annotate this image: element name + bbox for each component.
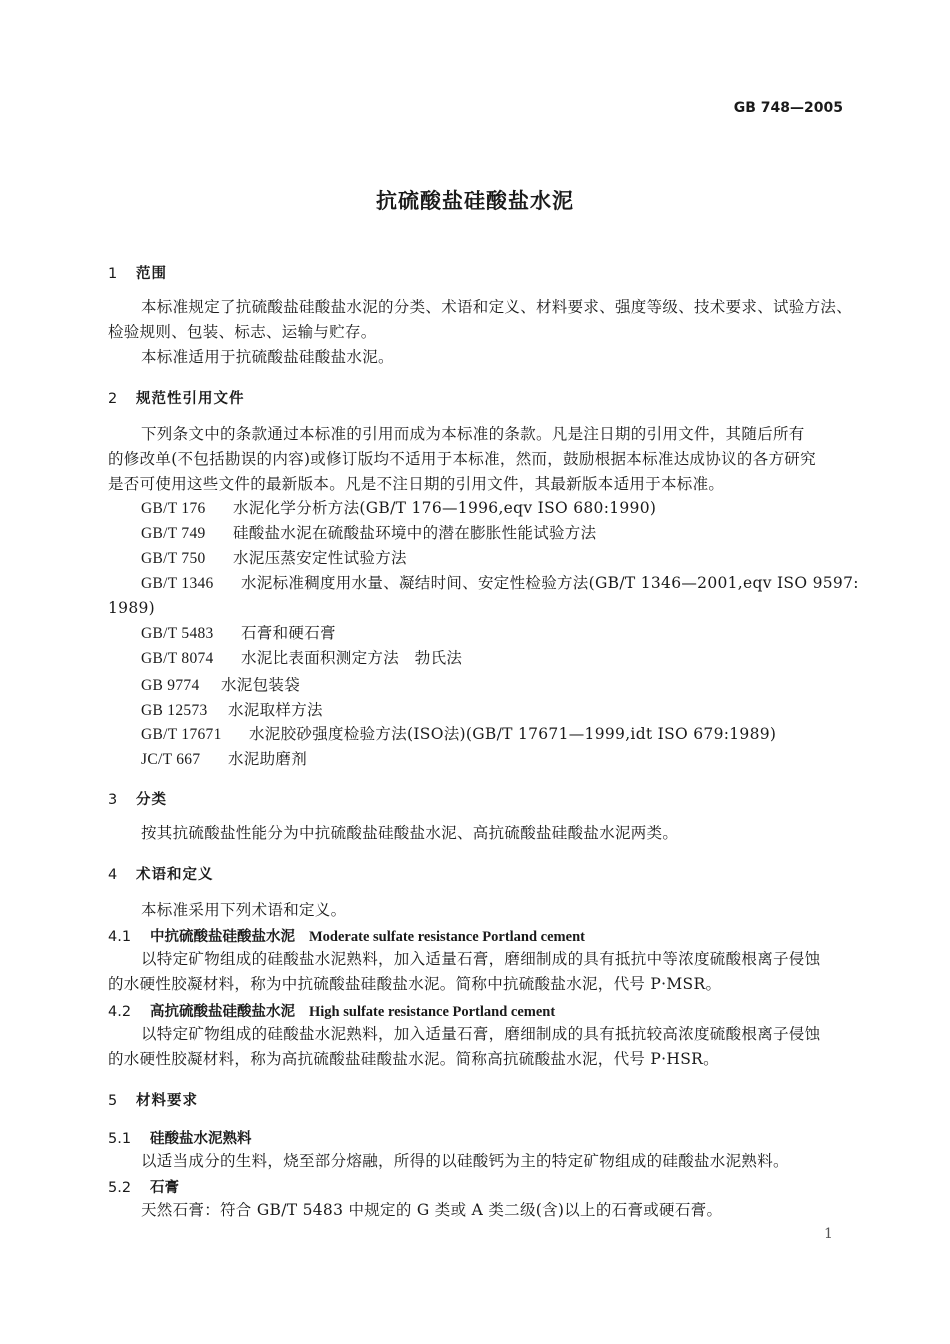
paragraph-line: 下列条文中的条款通过本标准的引用而成为本标准的条款。凡是注日期的引用文件，其随后所有: [141, 425, 805, 443]
reference-title: 水泥包装袋: [221, 676, 301, 694]
section-3-heading: [108, 788, 167, 809]
reference-code: GB 12573: [141, 702, 208, 719]
paragraph-line: 以适当成分的生料，烧至部分熔融，所得的以硅酸钙为主的特定矿物组成的硅酸盐水泥熟料。: [141, 1152, 789, 1170]
term-chinese: 中抗硫酸盐硅酸盐水泥: [150, 929, 295, 945]
term-english: Moderate sulfate resistance Portland cement: [309, 929, 585, 945]
standard-number: GB 748—2005: [733, 100, 843, 116]
term-chinese: 高抗硫酸盐硅酸盐水泥: [150, 1004, 295, 1020]
section-5-heading: [108, 1089, 198, 1110]
reference-title: 水泥取样方法: [228, 701, 323, 719]
reference-item: [141, 700, 323, 721]
section-1-heading: [108, 262, 167, 283]
paragraph-line: 以特定矿物组成的硅酸盐水泥熟料，加入适量石膏，磨细制成的具有抵抗较高浓度硫酸根离子侵蚀: [141, 1025, 821, 1043]
reference-item: [141, 498, 656, 519]
section-title: 规范性引用文件: [136, 391, 245, 407]
section-number: 3: [108, 792, 119, 808]
reference-item: [141, 648, 462, 669]
subsection-number: 4.1: [108, 929, 132, 945]
subsection-number: 5.2: [108, 1180, 132, 1196]
section-number: 5: [108, 1093, 119, 1109]
section-number: 4: [108, 867, 119, 883]
reference-code: GB/T 750: [141, 550, 206, 567]
reference-code: GB/T 176: [141, 500, 206, 517]
paragraph-line: 检验规则、包装、标志、运输与贮存。: [108, 323, 377, 341]
paragraph-line: 按其抗硫酸盐性能分为中抗硫酸盐硅酸盐水泥、高抗硫酸盐硅酸盐水泥两类。: [141, 824, 679, 842]
paragraph-line: 天然石膏：符合 GB/T 5483 中规定的 G 类或 A 类二级(含)以上的石膏或硬石膏。: [141, 1201, 723, 1219]
subsection-number: 5.1: [108, 1131, 132, 1147]
reference-item: [141, 523, 596, 544]
reference-title: 水泥助磨剂: [228, 750, 308, 768]
term-4-1-heading: [108, 925, 585, 946]
section-title: 分类: [136, 792, 167, 808]
reference-item: [141, 573, 859, 594]
paragraph-line: 的水硬性胶凝材料，称为高抗硫酸盐硅酸盐水泥。简称高抗硫酸盐水泥，代号 P·HSR。: [108, 1050, 719, 1068]
reference-title: 水泥比表面积测定方法 勃氏法: [241, 649, 463, 667]
reference-title: 石膏和硬石膏: [241, 624, 336, 642]
reference-code: GB/T 8074: [141, 650, 214, 667]
section-title: 材料要求: [136, 1093, 198, 1109]
reference-item: [141, 724, 776, 745]
paragraph-line: 本标准采用下列术语和定义。: [141, 901, 347, 919]
section-2-heading: [108, 387, 245, 408]
reference-code: JC/T 667: [141, 751, 201, 768]
paragraph-line: 以特定矿物组成的硅酸盐水泥熟料，加入适量石膏，磨细制成的具有抵抗中等浓度硫酸根离子侵蚀: [141, 950, 821, 968]
paragraph-line: 本标准适用于抗硫酸盐硅酸盐水泥。: [141, 348, 394, 366]
subsection-number: 4.2: [108, 1004, 132, 1020]
reference-code: GB/T 5483: [141, 625, 214, 642]
reference-code: GB/T 749: [141, 525, 206, 542]
reference-title: 水泥胶砂强度检验方法(ISO法)(GB/T 17671—1999,idt ISO 679:1989): [249, 725, 777, 743]
reference-item: [141, 623, 336, 644]
term-english: High sulfate resistance Portland cement: [309, 1004, 556, 1020]
reference-title: 水泥标准稠度用水量、凝结时间、安定性检验方法(GB/T 1346—2001,eqv ISO 9597:: [241, 574, 859, 592]
reference-item: [141, 548, 407, 569]
reference-item: [141, 675, 300, 696]
reference-code: GB 9774: [141, 677, 200, 694]
paragraph-line: 本标准规定了抗硫酸盐硅酸盐水泥的分类、术语和定义、材料要求、强度等级、技术要求、试验方法、: [141, 298, 853, 316]
reference-title: 硅酸盐水泥在硫酸盐环境中的潜在膨胀性能试验方法: [233, 524, 597, 542]
section-title: 术语和定义: [136, 867, 214, 883]
term-4-2-heading: [108, 1000, 555, 1021]
paragraph-line: 是否可使用这些文件的最新版本。凡是不注日期的引用文件，其最新版本适用于本标准。: [108, 475, 725, 493]
section-number: 2: [108, 391, 119, 407]
section-4-heading: [108, 863, 214, 884]
subsection-title: 石膏: [150, 1180, 179, 1196]
section-title: 范围: [136, 266, 167, 282]
document-title: 抗硫酸盐硅酸盐水泥: [376, 189, 574, 213]
reference-item: [141, 749, 307, 770]
reference-title: 水泥化学分析方法(GB/T 176—1996,eqv ISO 680:1990): [233, 499, 657, 517]
subsection-5-2-heading: [108, 1176, 179, 1197]
page-number: 1: [824, 1226, 833, 1242]
subsection-5-1-heading: [108, 1127, 252, 1148]
paragraph-line: 的水硬性胶凝材料，称为中抗硫酸盐硅酸盐水泥。简称中抗硫酸盐水泥，代号 P·MSR。: [108, 975, 722, 993]
reference-code: GB/T 1346: [141, 575, 214, 592]
paragraph-line: 的修改单(不包括勘误的内容)或修订版均不适用于本标准，然而，鼓励根据本标准达成协议的各方研究: [108, 450, 816, 468]
reference-continuation: 1989): [108, 599, 155, 617]
reference-code: GB/T 17671: [141, 726, 222, 743]
section-number: 1: [108, 266, 119, 282]
subsection-title: 硅酸盐水泥熟料: [150, 1131, 252, 1147]
reference-title: 水泥压蒸安定性试验方法: [233, 549, 407, 567]
